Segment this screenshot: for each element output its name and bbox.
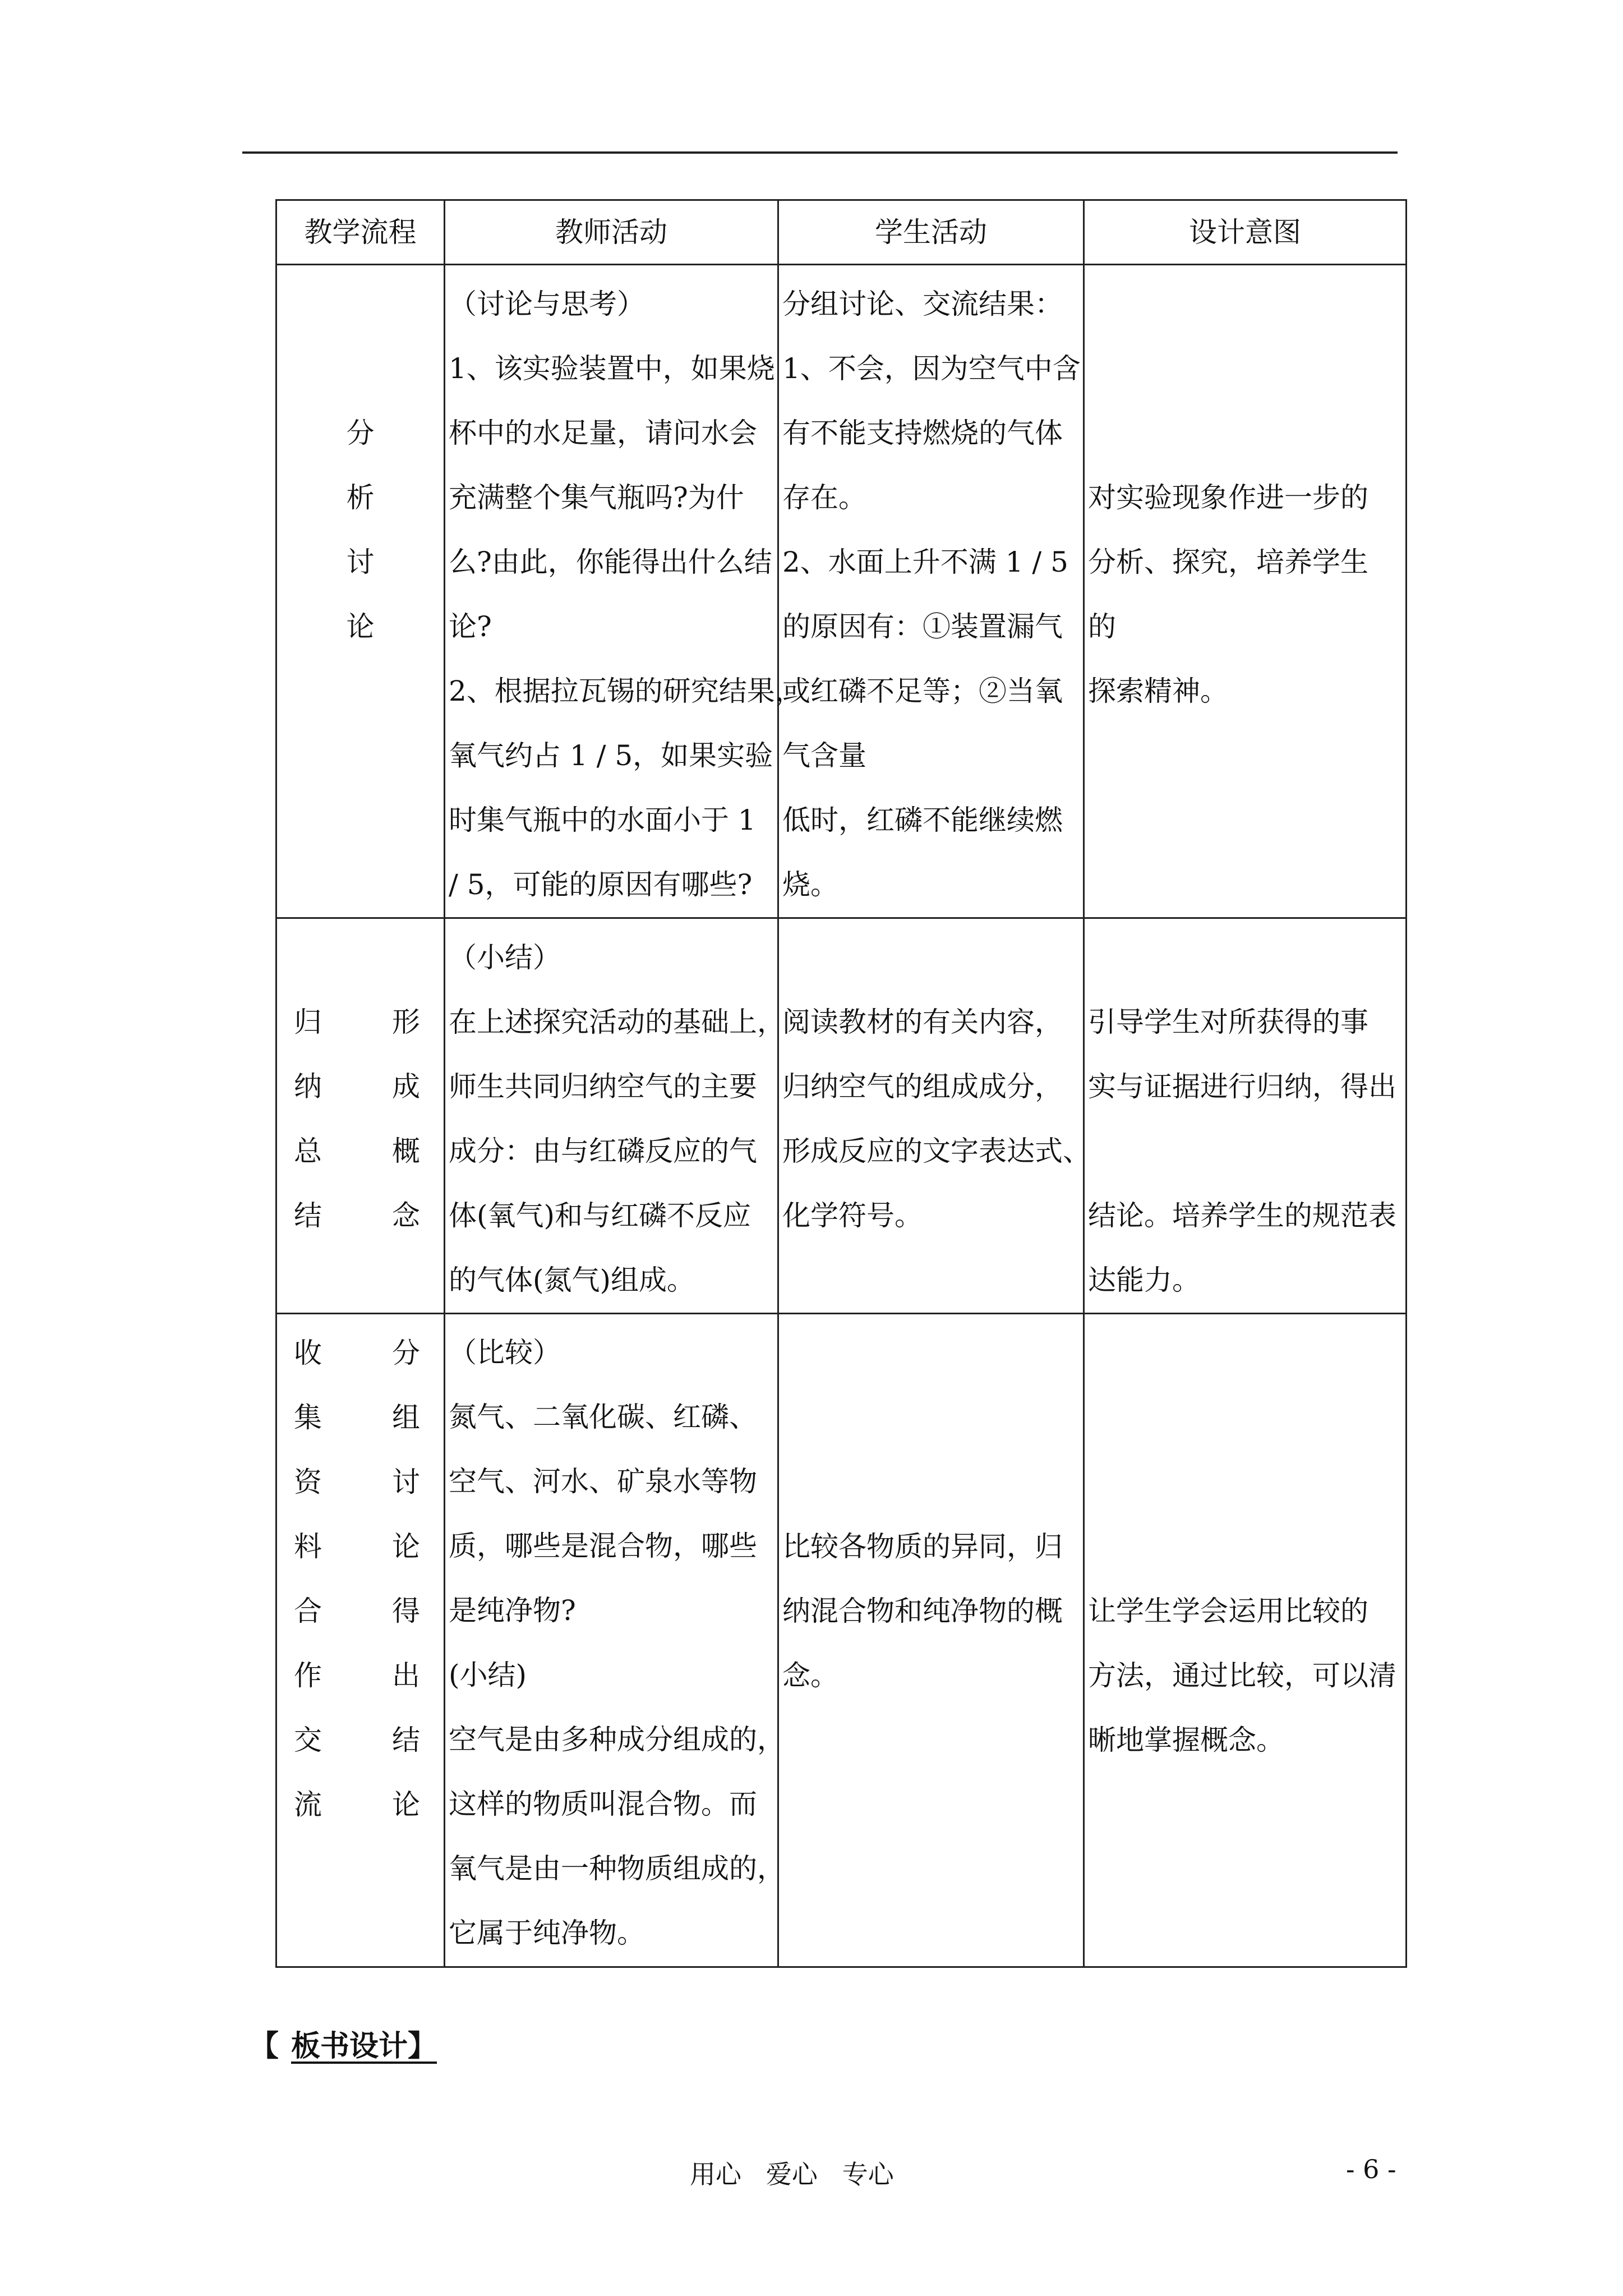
text-line: （比较） — [449, 1336, 561, 1369]
flow-char: 论 — [392, 1530, 420, 1563]
text-line: 空气是由多种成分组成的， — [449, 1723, 785, 1756]
text-line: 体(氧气)和与红磷不反应 — [449, 1199, 751, 1232]
text-line — [1088, 337, 1402, 401]
table-header-row — [276, 200, 1407, 265]
text-line: 低时，红磷不能继续燃 — [782, 804, 1063, 836]
lesson-table — [275, 199, 1407, 1968]
text-line: 形成反应的文字表达式、 — [782, 1135, 1091, 1167]
student-activity-cell — [778, 265, 1084, 918]
flow-pair — [277, 1708, 444, 1773]
flow-char: 出 — [392, 1659, 420, 1692]
teacher-activity-cell — [445, 1314, 785, 1967]
flow-pair — [277, 1386, 444, 1450]
text-line: 1、不会，因为空气中含 — [782, 352, 1081, 385]
text-line: 1、该实验装置中，如果烧 — [449, 352, 775, 385]
text-line: 有不能支持燃烧的气体 — [782, 417, 1063, 449]
flow-pair — [277, 1515, 444, 1579]
text-line — [1088, 272, 1402, 337]
text-line: 存在。 — [782, 481, 866, 514]
teacher-activity-cell — [445, 918, 785, 1314]
design-intent-cell — [1084, 1314, 1407, 1967]
text-line: 分析、探究，培养学生 — [1088, 546, 1368, 578]
text-line — [1088, 1321, 1402, 1386]
text-line — [782, 1450, 1080, 1515]
text-line: 的原因有：①装置漏气 — [782, 610, 1063, 643]
text-line: 质，哪些是混合物，哪些 — [449, 1530, 757, 1562]
text-line: 是纯净物? — [449, 1594, 576, 1627]
flow-char: 资 — [294, 1466, 322, 1498]
flow-char: 集 — [294, 1401, 322, 1434]
flow-pair — [277, 1644, 444, 1708]
text-line: 让学生学会运用比较的 — [1088, 1595, 1368, 1627]
table-row — [276, 918, 1407, 1314]
teacher-activity-cell — [445, 265, 803, 918]
text-line: 师生共同归纳空气的主要 — [449, 1070, 757, 1103]
header-flow: 教学流程 — [276, 200, 445, 265]
flow-pair — [277, 1321, 444, 1386]
flow-char: 合 — [294, 1595, 322, 1627]
text-line: 的 — [1088, 610, 1116, 643]
flow-char: 流 — [294, 1788, 322, 1821]
text-line: 或红磷不足等；②当氧 — [782, 675, 1063, 707]
text-line — [1088, 401, 1402, 466]
text-line: 分组讨论、交流结果： — [782, 288, 1063, 320]
flow-char: 收 — [294, 1337, 322, 1369]
text-line: 实与证据进行归纳，得出 — [1088, 1070, 1396, 1103]
flow-pair — [277, 1055, 444, 1119]
text-line: 氮气、二氧化碳、红磷、 — [449, 1401, 757, 1433]
flow-char: 分 — [392, 1337, 420, 1369]
header-intent: 设计意图 — [1084, 200, 1407, 265]
text-line: 杯中的水足量，请问水会 — [449, 417, 757, 449]
text-line: （小结） — [449, 941, 561, 974]
text-line: 氧气是由一种物质组成的， — [449, 1852, 785, 1885]
text-line: 化学符号。 — [782, 1199, 923, 1232]
flow-cell — [276, 918, 445, 1314]
flow-char: 成 — [392, 1070, 420, 1103]
text-line: （讨论与思考） — [449, 288, 645, 320]
flow-cell — [276, 1314, 445, 1967]
flow-char: 概 — [392, 1135, 420, 1167]
text-line: 归纳空气的组成成分， — [782, 1070, 1063, 1103]
text-line: 引导学生对所获得的事 — [1088, 1006, 1368, 1038]
text-line: 探索精神。 — [1088, 675, 1228, 707]
flow-pair — [277, 1119, 444, 1184]
header-student: 学生活动 — [778, 200, 1084, 265]
header-teacher: 教师活动 — [445, 200, 778, 265]
flow-char: 分 — [346, 417, 375, 449]
flow-char: 交 — [294, 1724, 322, 1756]
text-line: 它属于纯净物。 — [449, 1917, 645, 1949]
text-line: (小结) — [449, 1659, 527, 1691]
text-line: 阅读教材的有关内容， — [782, 1006, 1063, 1038]
text-line: 纳混合物和纯净物的概 — [782, 1595, 1063, 1627]
flow-pair — [277, 990, 444, 1055]
student-activity-cell — [778, 1314, 1084, 1967]
flow-char: 析 — [346, 481, 375, 514]
text-line: 空气、河水、矿泉水等物 — [449, 1465, 757, 1498]
text-line — [1088, 1515, 1402, 1579]
text-line: 时集气瓶中的水面小于 1 — [449, 804, 756, 836]
text-line: 2、水面上升不满 1 / 5 — [782, 546, 1068, 578]
text-line: 结论。培养学生的规范表 — [1088, 1199, 1396, 1232]
text-line: 比较各物质的异同，归 — [782, 1530, 1063, 1563]
text-line: 氧气约占 1 / 5，如果实验 — [449, 739, 773, 772]
flow-char: 总 — [294, 1135, 322, 1167]
text-line: 论? — [449, 610, 492, 643]
text-line — [782, 926, 1080, 990]
text-line: 气含量 — [782, 739, 866, 772]
design-intent-cell — [1084, 265, 1407, 918]
flow-char: 讨 — [392, 1466, 420, 1498]
footer-motto: 用心 爱心 专心 — [690, 2159, 894, 2189]
text-line — [1088, 1386, 1402, 1450]
student-activity-cell — [778, 918, 1091, 1314]
text-line — [1088, 1450, 1402, 1515]
text-line — [1088, 926, 1402, 990]
flow-pair — [277, 1773, 444, 1837]
text-line: 晰地掌握概念。 — [1088, 1724, 1284, 1756]
bracket-left: 【 — [250, 2030, 279, 2063]
page-number: - 6 - — [1346, 2154, 1396, 2184]
text-line: 么?由此，你能得出什么结 — [449, 546, 772, 578]
text-line: 方法，通过比较，可以清 — [1088, 1659, 1396, 1692]
text-line — [782, 1386, 1080, 1450]
flow-char: 论 — [346, 610, 375, 643]
design-intent-cell — [1084, 918, 1407, 1314]
text-line: 这样的物质叫混合物。而 — [449, 1788, 757, 1820]
text-line: 烧。 — [782, 868, 838, 901]
board-design-heading — [250, 2022, 437, 2064]
flow-char: 料 — [294, 1530, 322, 1563]
text-line: 达能力。 — [1088, 1264, 1200, 1296]
header-rule — [242, 151, 1398, 154]
text-line: 对实验现象作进一步的 — [1088, 481, 1368, 514]
text-line: 念。 — [782, 1659, 838, 1692]
table-row — [276, 265, 1407, 918]
flow-char: 作 — [294, 1659, 322, 1692]
table-row — [276, 1314, 1407, 1967]
flow-char: 结 — [392, 1724, 420, 1756]
text-line: 成分：由与红磷反应的气 — [449, 1135, 757, 1167]
text-line: 在上述探究活动的基础上， — [449, 1006, 785, 1038]
flow-pair — [277, 1184, 444, 1248]
text-line: / 5，可能的原因有哪些? — [449, 868, 753, 901]
flow-pair — [277, 1450, 444, 1515]
text-line: 充满整个集气瓶吗?为什 — [449, 481, 744, 514]
flow-char: 组 — [392, 1401, 420, 1434]
flow-char: 归 — [294, 1006, 322, 1038]
flow-char: 形 — [392, 1006, 420, 1038]
text-line — [782, 1321, 1080, 1386]
flow-char: 得 — [392, 1595, 420, 1627]
text-line: 2、根据拉瓦锡的研究结果， — [449, 675, 803, 707]
board-design-title: 板书设计】 — [291, 2030, 437, 2063]
flow-pair — [277, 1579, 444, 1644]
flow-char: 讨 — [346, 546, 375, 578]
text-line — [1088, 1119, 1402, 1184]
flow-cell — [276, 265, 445, 918]
flow-char: 纳 — [294, 1070, 322, 1103]
flow-char: 结 — [294, 1199, 322, 1232]
text-line: 的气体(氮气)组成。 — [449, 1264, 695, 1296]
flow-char: 念 — [392, 1199, 420, 1232]
flow-char: 论 — [392, 1788, 420, 1821]
